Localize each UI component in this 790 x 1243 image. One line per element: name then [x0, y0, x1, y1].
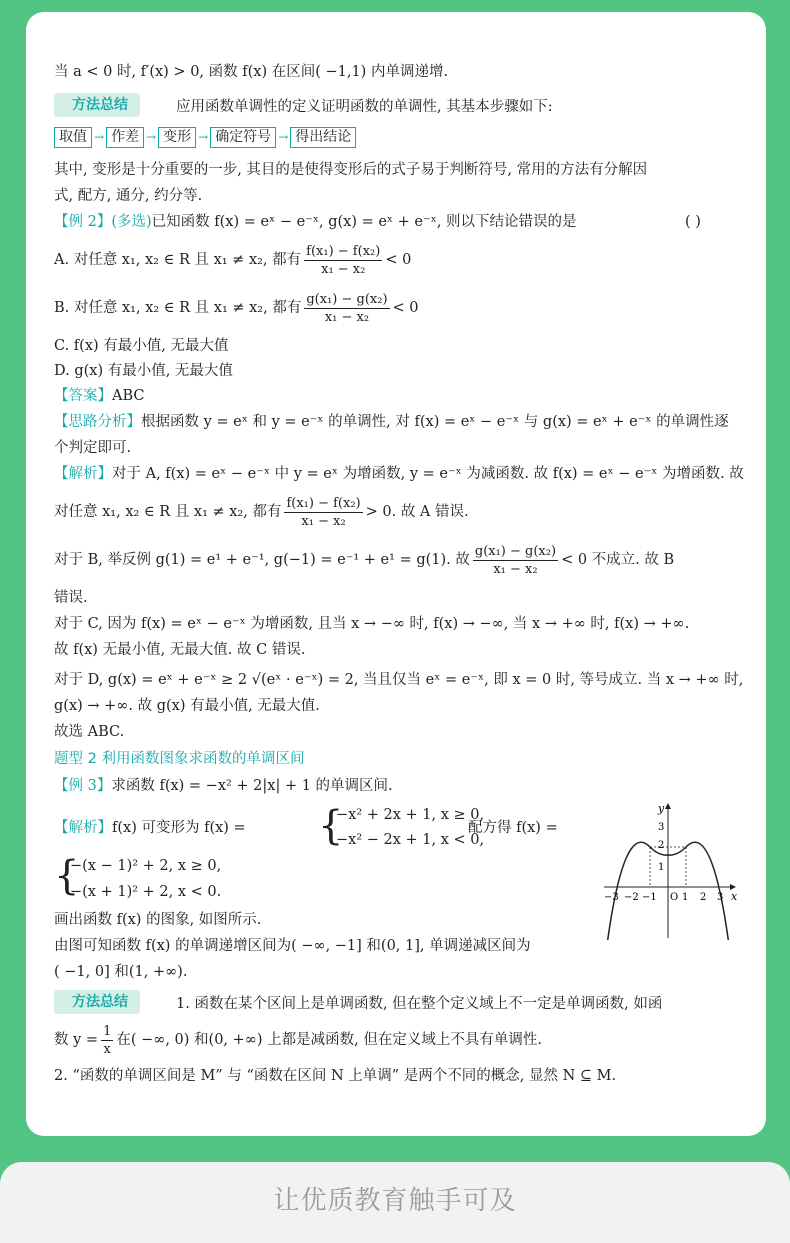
option-c: C. f(x) 有最小值, 无最大值 [54, 338, 229, 354]
x-tick-label: −1 [642, 892, 657, 903]
text-line: 错误. [54, 590, 88, 606]
y-tick-label: 1 [658, 862, 665, 873]
text-line: 1. 函数在某个区间上是单调函数, 但在整个定义域上不一定是单调函数, 如函 [176, 996, 663, 1012]
y-tick-label: 3 [658, 822, 665, 833]
text-line: 由图可知函数 f(x) 的单调递增区间为( −∞, −1] 和(0, 1], 单调递减区间为 [54, 938, 531, 954]
option-d: D. g(x) 有最小值, 无最大值 [54, 363, 233, 379]
brace-icon: { [54, 853, 80, 899]
piecewise-case: −x² − 2x + 1, x < 0, [336, 832, 485, 848]
x-tick-label: 2 [700, 892, 707, 903]
example-3-heading: 【例 3】求函数 f(x) = −x² + 2|x| + 1 的单调区间. [54, 778, 393, 794]
x-tick-label: −2 [624, 892, 639, 903]
text-line: 2. “函数的单调区间是 M” 与 “函数在区间 N 上单调” 是两个不同的概念, 显然 N ⊆ M. [54, 1068, 617, 1084]
text-line: ( −1, 0] 和(1, +∞). [54, 964, 188, 980]
step-box: 变形 [158, 127, 196, 148]
brace-icon: { [318, 803, 344, 849]
steps-flow [54, 127, 356, 148]
text-line-fraction: 数 y = $\frac{1}{x}$ 在( −∞, 0) 和(0, +∞) 上都是减函数, 但在定义域上不具有单调性. [54, 1023, 542, 1057]
y-tick-label: 2 [658, 840, 665, 851]
solution-a-fraction: 对任意 x₁, x₂ ∈ R 且 x₁ ≠ x₂, 都有 $\frac{\text{f(x₁) − f(x₂)}}{\text{x₁ − x₂}}$ > 0. 故 A 错误. [54, 495, 469, 529]
origin-label: O [670, 892, 679, 903]
step-box: 得出结论 [290, 127, 356, 148]
solution-b: 对于 B, 举反例 g(1) = e¹ + e⁻¹, g(−1) = e⁻¹ + e¹ = g(1). 故 $\frac{\text{g(x₁) − g(x₂)}}{\text{x₁ − x₂}}$ < 0 不成立. 故 B [54, 543, 675, 577]
option-b: B. 对任意 x₁, x₂ ∈ R 且 x₁ ≠ x₂, 都有 $\frac{\text{g(x₁) − g(x₂)}}{\text{x₁ − x₂}}$ < 0 [54, 291, 419, 325]
function-graph [600, 800, 740, 940]
arrow-icon: → [278, 130, 289, 144]
method-summary-text: 应用函数单调性的定义证明函数的单调性, 其基本步骤如下: [176, 99, 553, 115]
text-line: 对于 D, g(x) = eˣ + e⁻ˣ ≥ 2 √(eˣ · e⁻ˣ) = 2, 当且仅当 eˣ = e⁻ˣ, 即 x = 0 时, 等号成立. 当 x → +∞ 时, [54, 672, 744, 688]
example-2-heading: 【例 2】(多选)已知函数 f(x) = eˣ − e⁻ˣ, g(x) = eˣ + e⁻ˣ, 则以下结论错误的是 [54, 214, 577, 230]
x-axis-label: x [731, 890, 738, 903]
y-axis-label: y [658, 802, 665, 815]
footer-slogan: 让优质教育触手可及 [273, 1186, 517, 1216]
piecewise-case: −x² + 2x + 1, x ≥ 0, [336, 807, 485, 823]
step-box: 作差 [106, 127, 144, 148]
x-tick-label: 1 [682, 892, 689, 903]
text-line: 个判定即可. [54, 440, 132, 456]
footer-banner [0, 1162, 790, 1243]
piecewise-case: −(x + 1)² + 2, x < 0. [70, 884, 222, 900]
text-line: 当 a < 0 时, f′(x) > 0, 函数 f(x) 在区间( −1,1) 内单调递增. [54, 64, 449, 80]
x-tick-label: 3 [717, 892, 724, 903]
answer-line: 【答案】ABC [54, 388, 145, 404]
answer-paren: ( ) [685, 214, 701, 230]
text-line: 故 f(x) 无最小值, 无最大值. 故 C 错误. [54, 642, 306, 658]
x-tick-label: −3 [604, 892, 619, 903]
text-line: 其中, 变形是十分重要的一步, 其目的是使得变形后的式子易于判断符号, 常用的方法有分解因 [54, 162, 648, 178]
method-summary-tag: 方法总结 [54, 93, 140, 117]
arrow-icon: → [198, 130, 209, 144]
text-line: 故选 ABC. [54, 724, 125, 740]
option-a: A. 对任意 x₁, x₂ ∈ R 且 x₁ ≠ x₂, 都有 $\frac{\text{f(x₁) − f(x₂)}}{\text{x₁ − x₂}}$ < 0 [54, 243, 412, 277]
step-box: 确定符号 [210, 127, 276, 148]
section-heading: 题型 2 利用函数图象求函数的单调区间 [54, 751, 305, 767]
piecewise-case: −(x − 1)² + 2, x ≥ 0, [70, 858, 222, 874]
text-line: 式, 配方, 通分, 约分等. [54, 188, 203, 204]
text-line: g(x) → +∞. 故 g(x) 有最小值, 无最大值. [54, 698, 320, 714]
solution-line: 【解析】对于 A, f(x) = eˣ − e⁻ˣ 中 y = eˣ 为增函数, y = e⁻ˣ 为减函数. 故 f(x) = eˣ − e⁻ˣ 为增函数. 故 [54, 466, 744, 482]
idea-line: 【思路分析】根据函数 y = eˣ 和 y = e⁻ˣ 的单调性, 对 f(x) = eˣ − e⁻ˣ 与 g(x) = eˣ + e⁻ˣ 的单调性逐 [54, 414, 729, 430]
method-summary-tag: 方法总结 [54, 990, 140, 1014]
step-box: 取值 [54, 127, 92, 148]
arrow-icon: → [94, 130, 105, 144]
text-line: 配方得 f(x) = [468, 820, 558, 836]
text-line: 画出函数 f(x) 的图象, 如图所示. [54, 912, 262, 928]
solution-3-line: 【解析】f(x) 可变形为 f(x) = [54, 820, 246, 836]
text-line: 对于 C, 因为 f(x) = eˣ − e⁻ˣ 为增函数, 且当 x → −∞ 时, f(x) → −∞, 当 x → +∞ 时, f(x) → +∞. [54, 616, 690, 632]
arrow-icon: → [146, 130, 157, 144]
